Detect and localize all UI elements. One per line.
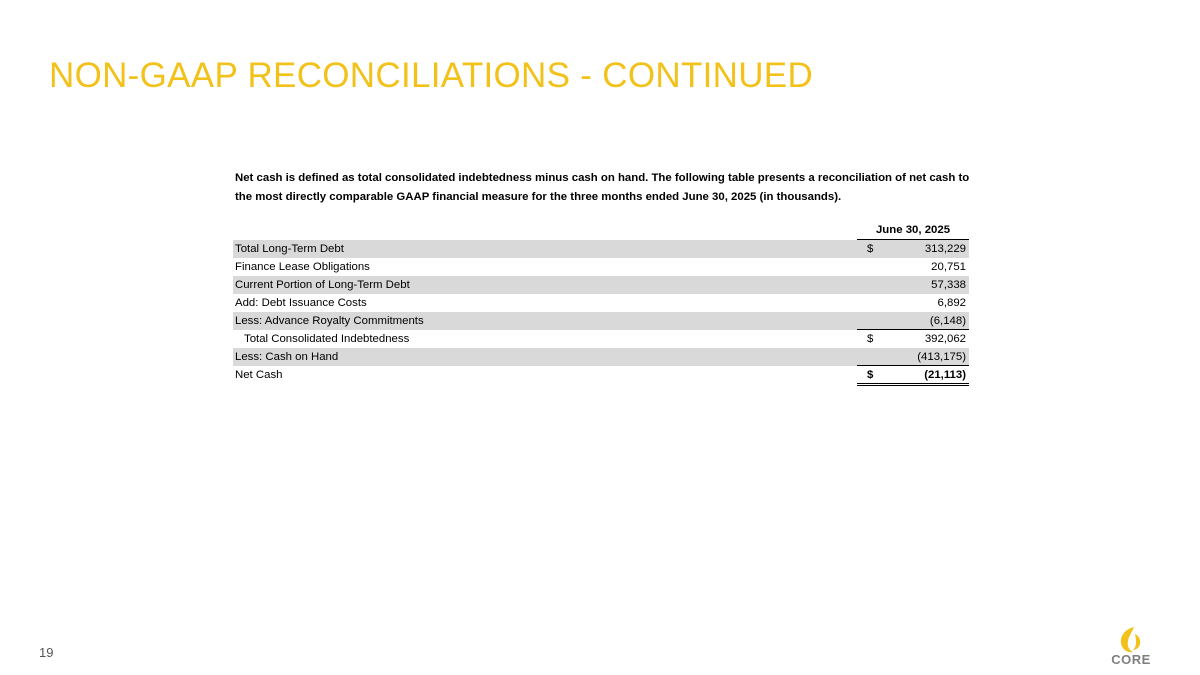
row-value: (21,113) [924,369,966,381]
page-number: 19 [39,645,54,660]
row-label: Total Consolidated Indebtedness [244,333,410,345]
table-row-total [233,366,969,384]
row-currency: $ [867,243,874,255]
core-logo-text: CORE [1111,652,1151,667]
double-underline [857,383,969,386]
row-value: (413,175) [917,351,966,363]
row-value: 57,338 [931,279,966,291]
row-label: Add: Debt Issuance Costs [235,297,367,309]
table-row [233,258,969,276]
intro-paragraph: Net cash is defined as total consolidated indebtedness minus cash on hand. The following table presents a reconciliation of net cash to the most directly comparable GAAP financial measure for the three months ended June 30, 2025 (in thousands). [235,172,970,203]
row-value: 313,229 [924,243,966,255]
row-value: 6,892 [937,297,966,309]
row-label: Finance Lease Obligations [235,261,370,273]
row-label: Less: Advance Royalty Commitments [235,315,424,327]
table-row [233,294,969,312]
row-currency: $ [867,369,874,381]
row-label: Total Long-Term Debt [235,243,344,255]
table-header-row [233,222,969,240]
table-row [233,312,969,330]
table-row [233,240,969,258]
row-value: (6,148) [929,315,966,327]
column-header-date: June 30, 2025 [857,224,969,240]
table-row [233,348,969,366]
table-row [233,276,969,294]
row-label: Net Cash [235,369,283,381]
row-value: 20,751 [931,261,966,273]
row-label: Less: Cash on Hand [235,351,339,363]
row-label: Current Portion of Long-Term Debt [235,279,410,291]
table-row-subtotal [233,330,969,348]
row-currency: $ [867,333,874,345]
slide-title: NON-GAAP RECONCILIATIONS - CONTINUED [49,56,814,95]
row-value: 392,062 [924,333,966,345]
reconciliation-table [233,222,969,384]
